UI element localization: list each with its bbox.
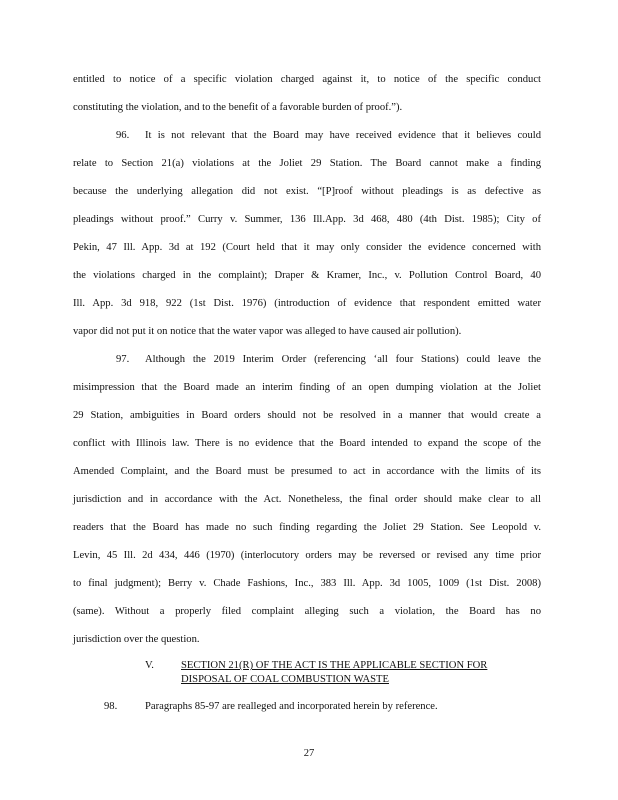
paragraph-96-first-line: [116, 129, 541, 143]
paragraph-number: 98.: [104, 701, 118, 712]
text-line: Amended Complaint, and the Board must be presumed to act in accordance with the limits of its: [73, 466, 541, 477]
text-line: Ill. App. 3d 918, 922 (1st Dist. 1976) (introduction of evidence that respondent emitted water: [73, 298, 541, 309]
text-line: It is not relevant that the Board may have received evidence that it believes could: [145, 130, 541, 141]
section-heading-continued: [181, 673, 421, 686]
text-line: jurisdiction over the question.: [73, 634, 200, 645]
paragraph-number: 96.: [116, 130, 130, 141]
text-line: to final judgment); Berry v. Chade Fashions, Inc., 383 Ill. App. 3d 1005, 1009 (1st Dist. 2008): [73, 578, 541, 589]
text-line: because the underlying allegation did not exist. “[P]roof without pleadings is as defective as: [73, 186, 541, 197]
paragraph-number: 97.: [116, 354, 130, 365]
text-line: conflict with Illinois law. There is no evidence that the Board intended to expand the scope of the: [73, 438, 541, 449]
section-heading: [145, 659, 535, 672]
text-line: the violations charged in the complaint); Draper & Kramer, Inc., v. Pollution Control Board, 40: [73, 270, 541, 281]
paragraph-98: [104, 700, 484, 714]
text-line: 29 Station, ambiguities in Board orders should not be resolved in a manner that would create a: [73, 410, 541, 421]
text-line: Pekin, 47 Ill. App. 3d at 192 (Court held that it may only consider the evidence concerned with: [73, 242, 541, 253]
text-line: relate to Section 21(a) violations at the Joliet 29 Station. The Board cannot make a finding: [73, 158, 541, 169]
text-line: Levin, 45 Ill. 2d 434, 446 (1970) (interlocutory orders may be reversed or revised any time prior: [73, 550, 541, 561]
section-roman-numeral: V.: [145, 660, 154, 671]
text-line: (same). Without a properly filed complaint alleging such a violation, the Board has no: [73, 606, 541, 617]
text-line: pleadings without proof.” Curry v. Summer, 136 Ill.App. 3d 468, 480 (4th Dist. 1985); City of: [73, 214, 541, 225]
text-line: readers that the Board has made no such finding regarding the Joliet 29 Station. See Leopold v.: [73, 522, 541, 533]
text-line: constituting the violation, and to the benefit of a favorable burden of proof.”).: [73, 102, 403, 113]
text-line: vapor did not put it on notice that the water vapor was alleged to have caused air pollution).: [73, 326, 462, 337]
text-line: entitled to notice of a specific violation charged against it, to notice of the specific conduct: [73, 74, 541, 85]
text-line: Although the 2019 Interim Order (referencing ‘all four Stations) could leave the: [145, 354, 541, 365]
section-heading-title: DISPOSAL OF COAL COMBUSTION WASTE: [181, 674, 389, 685]
paragraph-97-first-line: [116, 353, 541, 367]
page-number: 27: [303, 748, 315, 759]
text-line: Paragraphs 85-97 are realleged and incorporated herein by reference.: [145, 701, 438, 712]
text-line: misimpression that the Board made an interim finding of an open dumping violation at the Joliet: [73, 382, 541, 393]
text-line: jurisdiction and in accordance with the Act. Nonetheless, the final order should make clear to all: [73, 494, 541, 505]
section-heading-title: SECTION 21(R) OF THE ACT IS THE APPLICABLE SECTION FOR: [181, 660, 488, 671]
